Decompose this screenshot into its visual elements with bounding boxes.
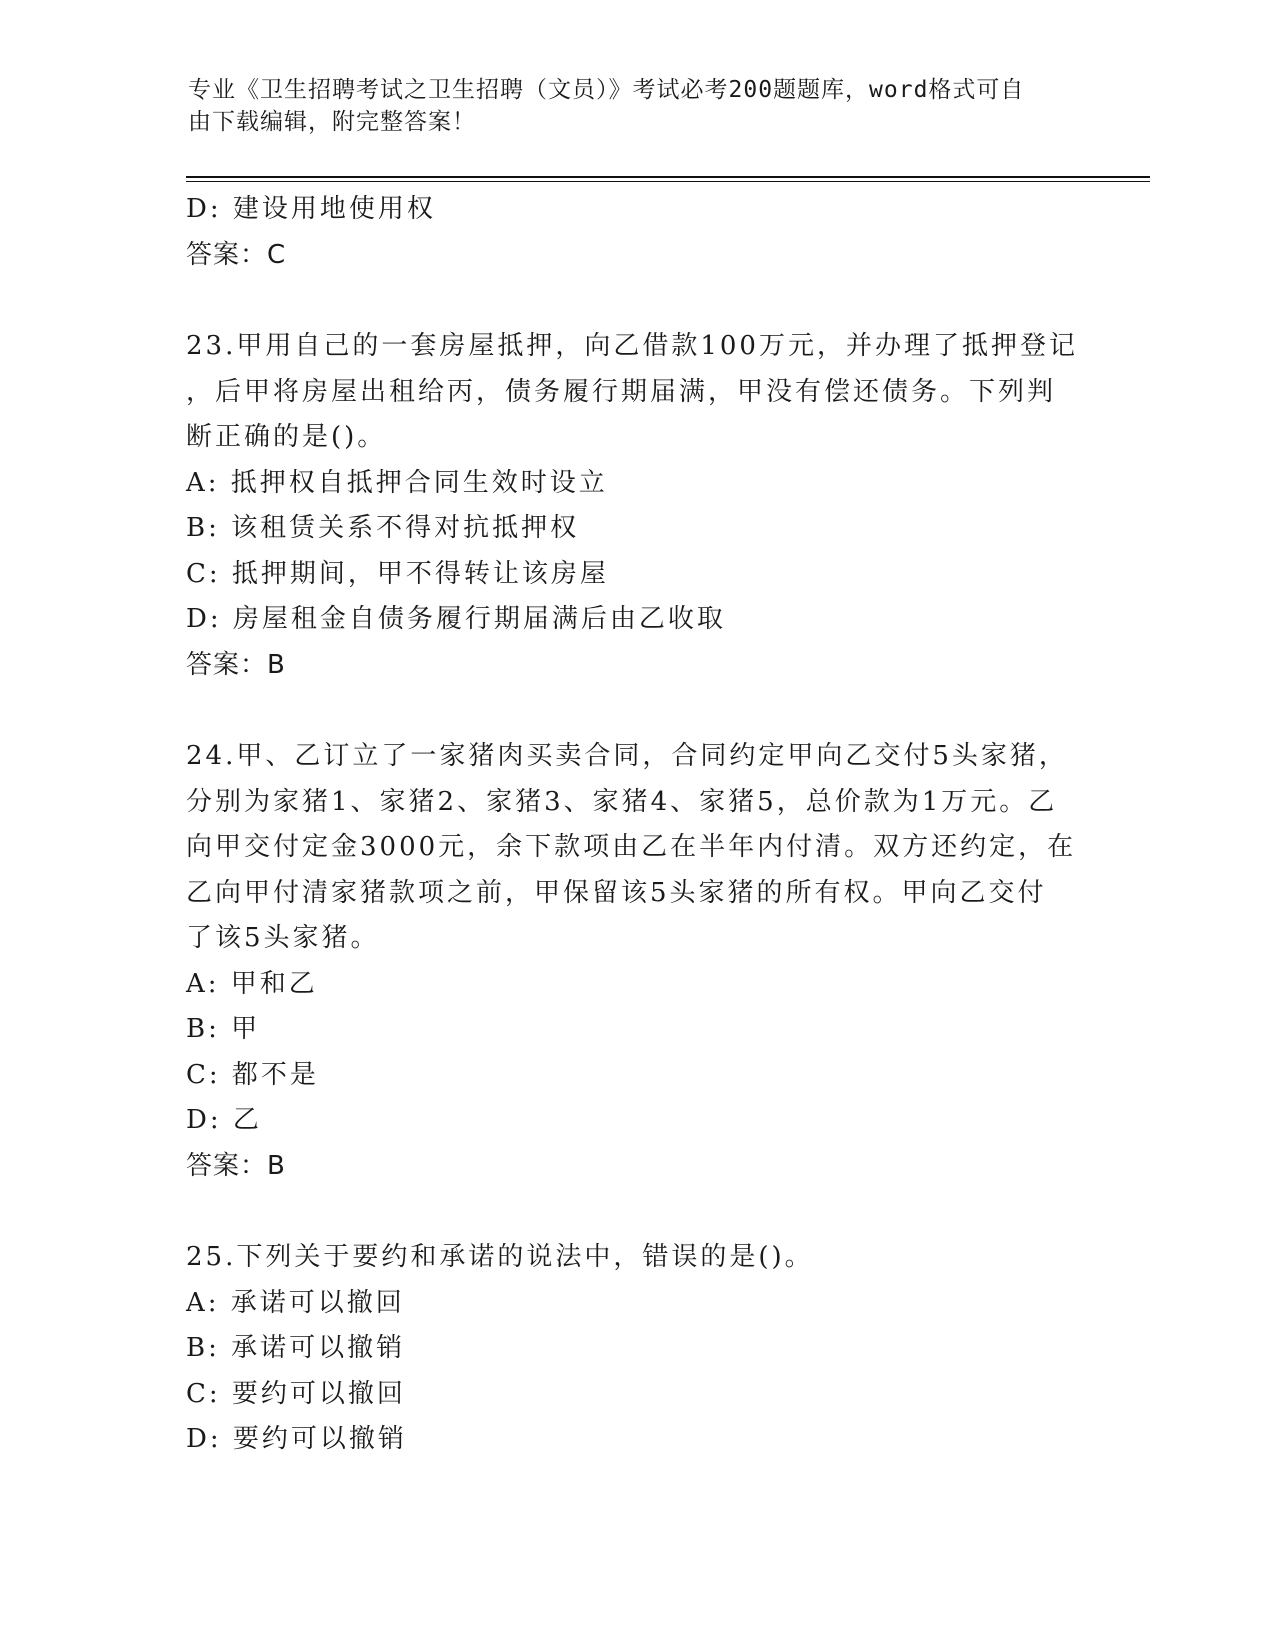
option-d: D: 乙 [186,1105,262,1135]
question-stem-line: 25.下列关于要约和承诺的说法中，错误的是()。 [186,1242,814,1272]
question-stem-line: 24.甲、乙订立了一家猪肉买卖合同，合同约定甲向乙交付5头家猪， [186,741,1068,771]
question-stem-line: ，后甲将房屋出租给丙，债务履行期届满，甲没有偿还债务。下列判 [186,376,1057,407]
option-a: A: 承诺可以撤回 [186,1287,405,1318]
question-stem-line: 乙向甲付清家猪款项之前，甲保留该5头家猪的所有权。甲向乙交付 [186,877,1047,908]
header-rule-thin [186,181,1150,182]
option-b: B: 该租赁关系不得对抗抵押权 [186,513,580,543]
question-24 [186,734,1086,1189]
option-d: D: 建设用地使用权 [186,194,436,224]
header-line-1: 专业《卫生招聘考试之卫生招聘（文员）》考试必考200题题库，word格式可自 [188,77,1025,103]
answer-line: 答案：C [186,239,287,270]
option-b: B: 承诺可以撤销 [186,1333,406,1363]
answer-line: 答案：B [186,649,286,680]
option-c: C: 抵押期间，甲不得转让该房屋 [186,558,609,589]
option-d: D: 要约可以撤销 [186,1424,407,1454]
question-stem-line: 了该5头家猪。 [186,923,380,953]
option-a: A: 抵押权自抵押合同生效时设立 [186,467,608,498]
answer-line: 答案：B [186,1150,286,1181]
question-25 [186,1235,1086,1463]
question-stem-line: 分别为家猪1、家猪2、家猪3、家猪4、家猪5，总价款为1万元。乙 [186,786,1058,817]
option-b: B: 甲 [186,1014,261,1044]
option-a: A: 甲和乙 [186,968,318,999]
spacer [186,688,1086,734]
question-23 [186,324,1086,688]
question-stem-line: 23.甲用自己的一套房屋抵押，向乙借款100万元，并办理了抵押登记 [186,331,1078,361]
question-content [186,187,1086,1463]
spacer [186,1189,1086,1235]
question-22-tail [186,187,1086,278]
option-c: C: 要约可以撤回 [186,1378,406,1409]
header-line-2: 由下载编辑，附完整答案！ [188,109,476,135]
option-c: C: 都不是 [186,1059,319,1090]
question-stem-line: 向甲交付定金3000元，余下款项由乙在半年内付清。双方还约定，在 [186,832,1077,862]
header-rule-thick [186,176,1150,178]
document-header [188,74,1068,138]
option-d: D: 房屋租金自债务履行期届满后由乙收取 [186,604,726,634]
question-stem-line: 断正确的是()。 [186,422,387,452]
spacer [186,278,1086,324]
